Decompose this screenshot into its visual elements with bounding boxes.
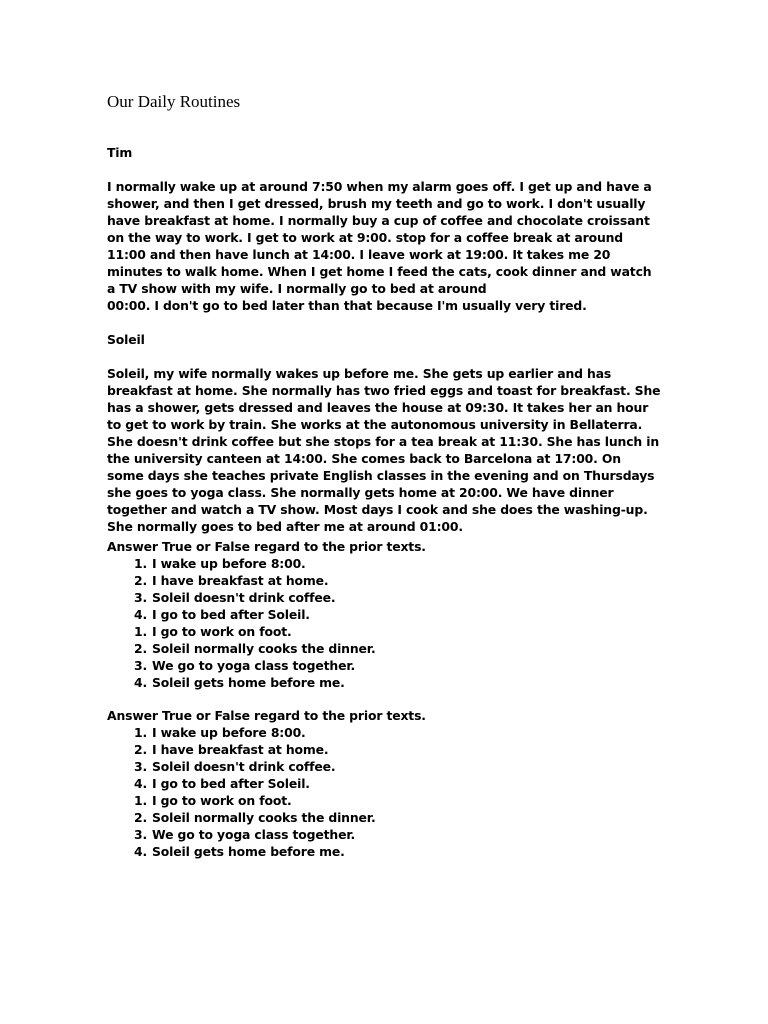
question-number: 1. [133,556,147,571]
paragraph-tim [107,178,652,314]
question-text: Soleil gets home before me. [152,844,345,859]
text-line: has a shower, gets dressed and leaves the house at 09:30. It takes her an hour [107,400,649,415]
question-text: We go to yoga class together. [152,827,356,842]
text-line: 00:00. I don't go to bed later than that because I'm usually very tired. [107,298,587,313]
question-text: I have breakfast at home. [152,742,329,757]
question-number: 1. [133,725,147,740]
question-text: I have breakfast at home. [152,573,329,588]
paragraph-soleil [107,365,660,535]
section-heading-tim: Tim [107,145,133,160]
question-number: 1. [133,793,147,808]
question-text: Soleil gets home before me. [152,675,345,690]
text-line: minutes to walk home. When I get home I feed the cats, cook dinner and watch [107,264,652,279]
question-number: 4. [133,776,147,791]
text-line: shower, and then I get dressed, brush my teeth and go to work. I don't usually [107,196,646,211]
question-number: 3. [133,827,147,842]
text-line: She doesn't drink coffee but she stops for a tea break at 11:30. She has lunch in [107,434,660,449]
question-number: 4. [133,675,147,690]
question-text: I wake up before 8:00. [152,725,306,740]
question-text: I go to work on foot. [152,624,292,639]
text-line: on the way to work. I get to work at 9:00. stop for a coffee break at around [107,230,624,245]
text-line: breakfast at home. She normally has two fried eggs and toast for breakfast. She [107,383,661,398]
question-number: 3. [133,759,147,774]
text-line: I normally wake up at around 7:50 when my alarm goes off. I get up and have a [107,179,652,194]
question-number: 1. [133,624,147,639]
text-line: she goes to yoga class. She normally gets home at 20:00. We have dinner [107,485,614,500]
question-text: Soleil doesn't drink coffee. [152,590,336,605]
question-text: I go to work on foot. [152,793,292,808]
text-line: some days she teaches private English classes in the evening and on Thursdays [107,468,655,483]
question-number: 3. [133,658,147,673]
question-number: 4. [133,844,147,859]
question-number: 2. [133,810,147,825]
question-text: I go to bed after Soleil. [152,607,310,622]
question-number: 2. [133,641,147,656]
text-line: 11:00 and then have lunch at 14:00. I leave work at 19:00. It takes me 20 [107,247,611,262]
question-text: Soleil doesn't drink coffee. [152,759,336,774]
document-title: Our Daily Routines [107,92,241,111]
exercise-instruction: Answer True or False regard to the prior texts. [107,708,426,723]
question-text: We go to yoga class together. [152,658,356,673]
text-line: the university canteen at 14:00. She comes back to Barcelona at 17:00. On [107,451,621,466]
question-text: I go to bed after Soleil. [152,776,310,791]
text-line: together and watch a TV show. Most days I cook and she does the washing-up. [107,502,648,517]
section-heading-soleil: Soleil [107,332,145,347]
question-number: 4. [133,607,147,622]
question-text: Soleil normally cooks the dinner. [152,810,376,825]
question-text: Soleil normally cooks the dinner. [152,641,376,656]
text-line: have breakfast at home. I normally buy a cup of coffee and chocolate croissant [107,213,650,228]
text-line: to get to work by train. She works at the autonomous university in Bellaterra. [107,417,643,432]
question-text: I wake up before 8:00. [152,556,306,571]
text-line: a TV show with my wife. I normally go to bed at around [107,281,487,296]
text-line: Soleil, my wife normally wakes up before me. She gets up earlier and has [107,366,612,381]
question-number: 2. [133,742,147,757]
question-number: 2. [133,573,147,588]
text-line: She normally goes to bed after me at around 01:00. [107,519,463,534]
exercise-instruction: Answer True or False regard to the prior texts. [107,539,426,554]
question-number: 3. [133,590,147,605]
